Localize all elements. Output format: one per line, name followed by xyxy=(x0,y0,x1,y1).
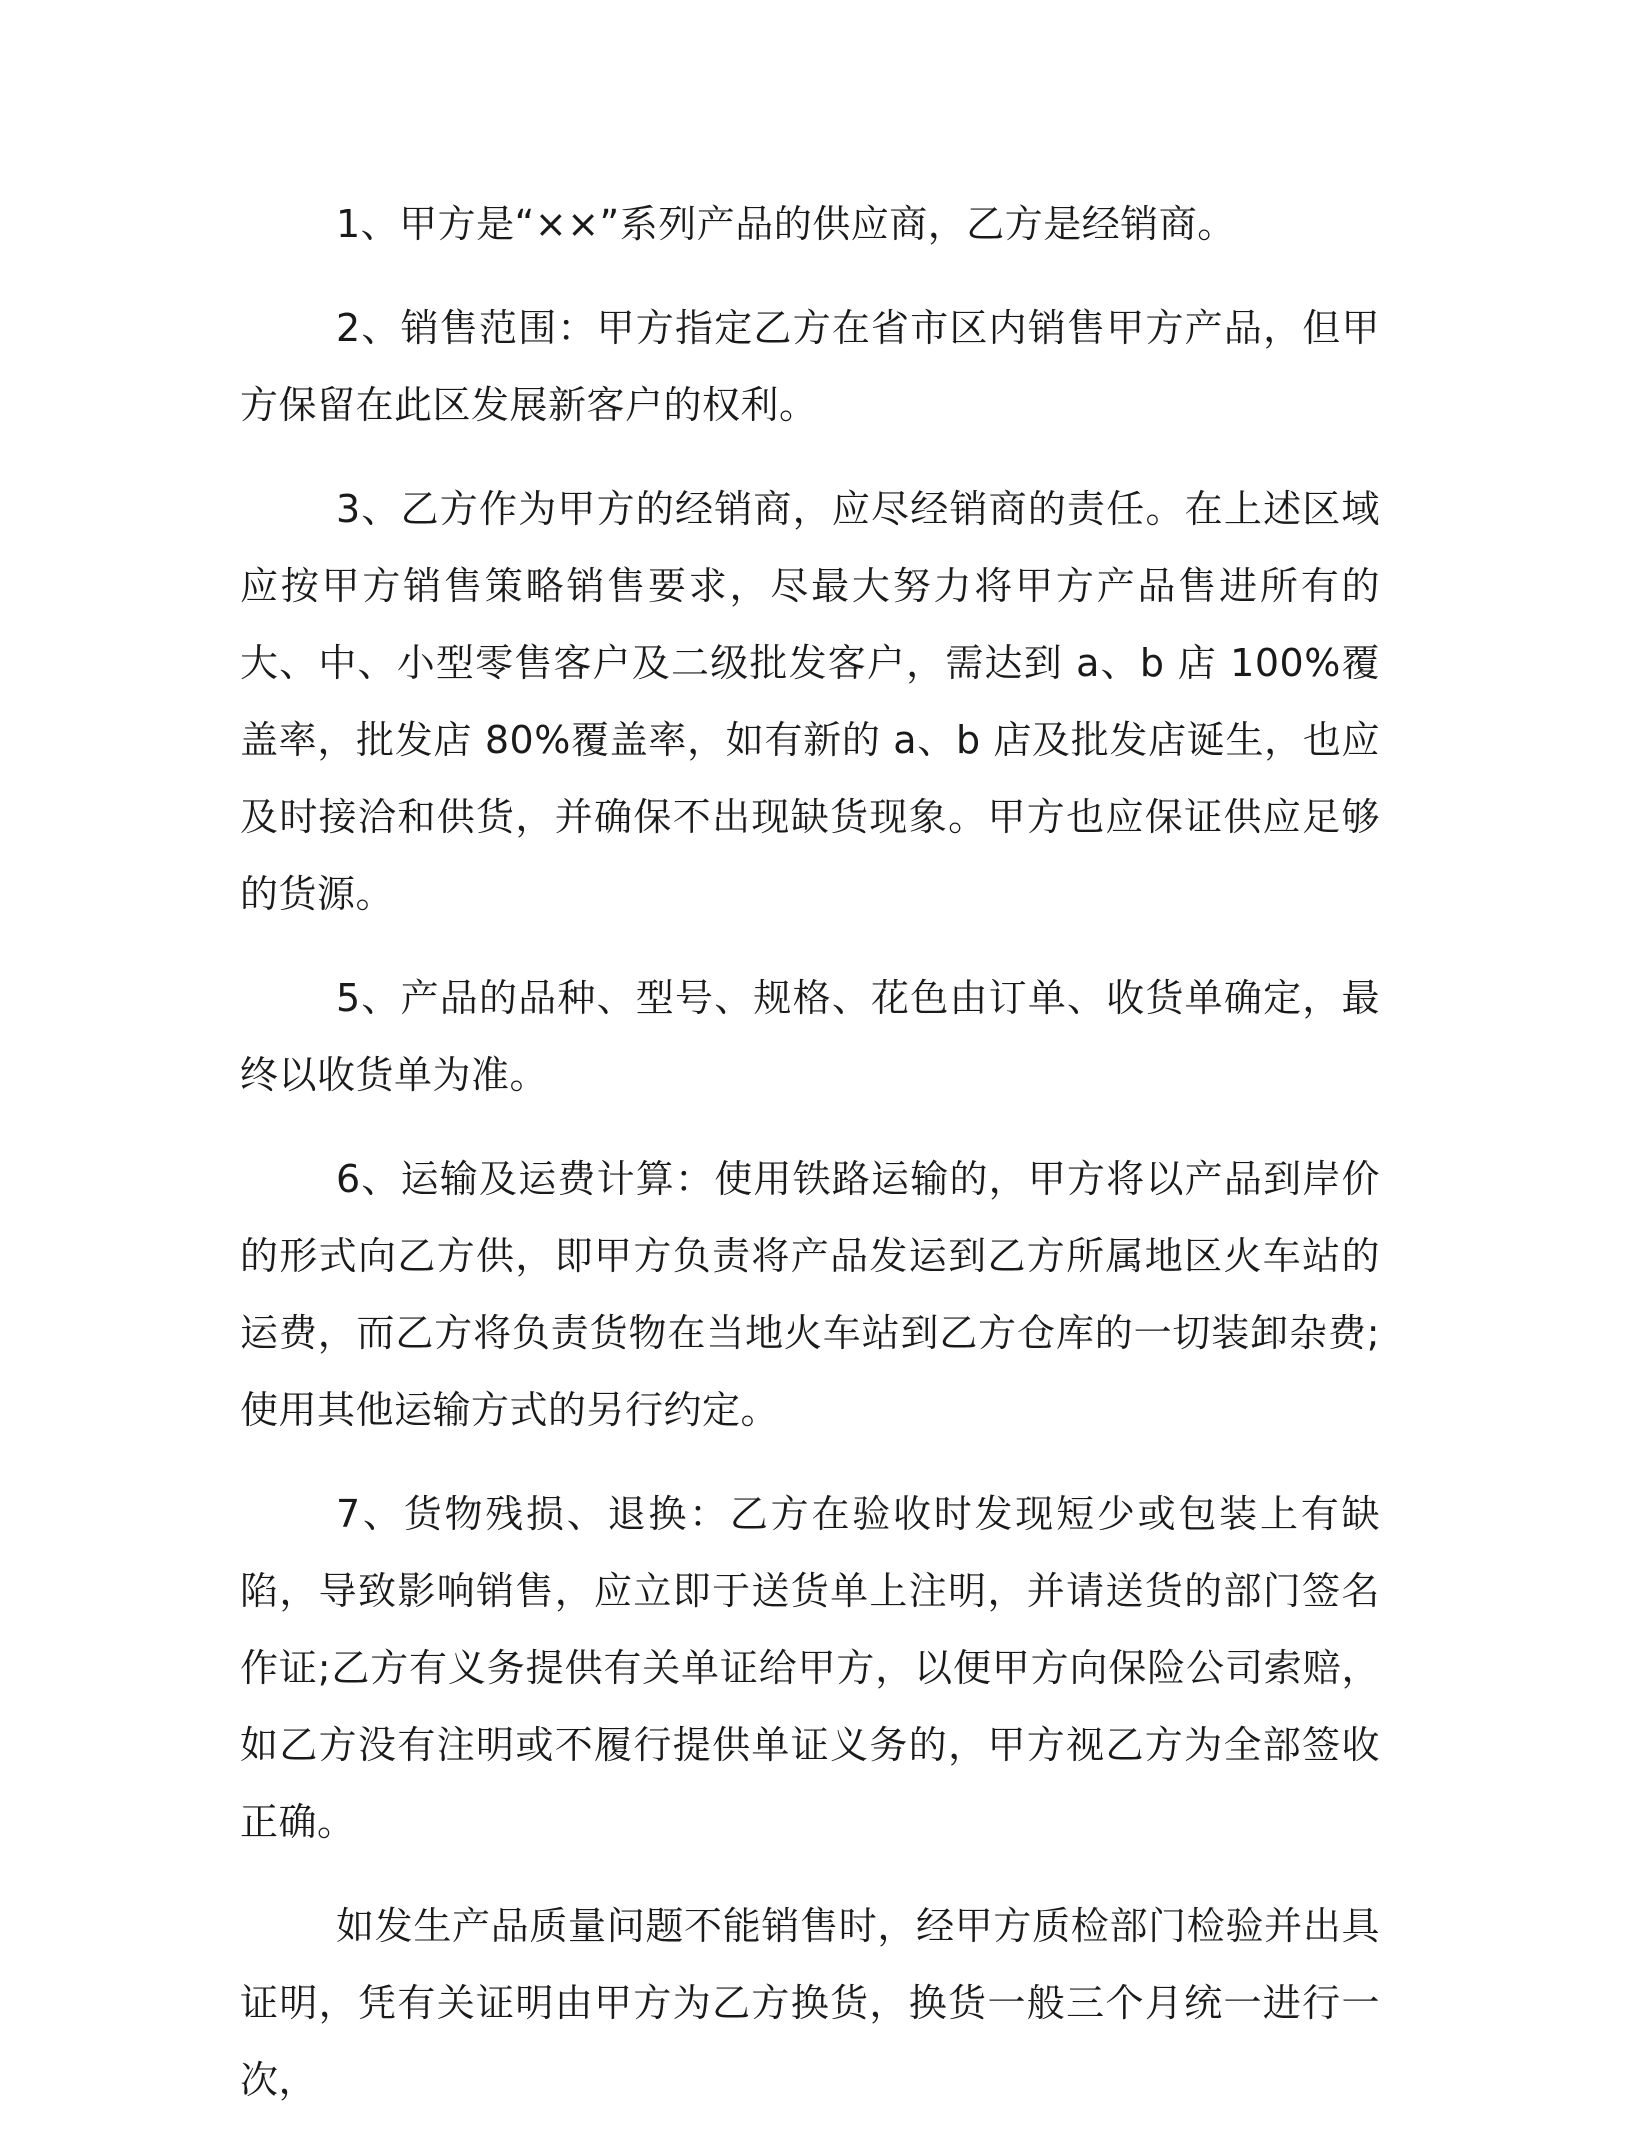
document-body xyxy=(240,186,1380,2146)
paragraph-clause-3: 3、乙方作为甲方的经销商，应尽经销商的责任。在上述区域应按甲方销售策略销售要求，尽最大努力将甲方产品售进所有的大、中、小型零售客户及二级批发客户，需达到 a、b 店 100%覆盖率，批发店 80%覆盖率，如有新的 a、b 店及批发店诞生，也应及时接洽和供货，并确保不出现缺货现象。甲方也应保证供应足够的货源。 xyxy=(240,487,1380,916)
paragraph-clause-5: 5、产品的品种、型号、规格、花色由订单、收货单确定，最终以收货单为准。 xyxy=(240,976,1380,1097)
paragraph-clause-6: 6、运输及运费计算：使用铁路运输的，甲方将以产品到岸价的形式向乙方供，即甲方负责将产品发运到乙方所属地区火车站的运费，而乙方将负责货物在当地火车站到乙方仓库的一切装卸杂费;使用其他运输方式的另行约定。 xyxy=(240,1157,1380,1432)
paragraph-quality-issue: 如发生产品质量问题不能销售时，经甲方质检部门检验并出具证明，凭有关证明由甲方为乙方换货，换货一般三个月统一进行一次， xyxy=(240,1904,1380,2102)
paragraph-clause-7: 7、货物残损、退换：乙方在验收时发现短少或包装上有缺陷，导致影响销售，应立即于送货单上注明，并请送货的部门签名作证;乙方有义务提供有关单证给甲方，以便甲方向保险公司索赔，如乙方没有注明或不履行提供单证义务的，甲方视乙方为全部签收正确。 xyxy=(240,1492,1380,1844)
paragraph-clause-1: 1、甲方是“××”系列产品的供应商，乙方是经销商。 xyxy=(336,202,1236,246)
paragraph-clause-2: 2、销售范围：甲方指定乙方在省市区内销售甲方产品，但甲方保留在此区发展新客户的权利。 xyxy=(240,306,1380,427)
